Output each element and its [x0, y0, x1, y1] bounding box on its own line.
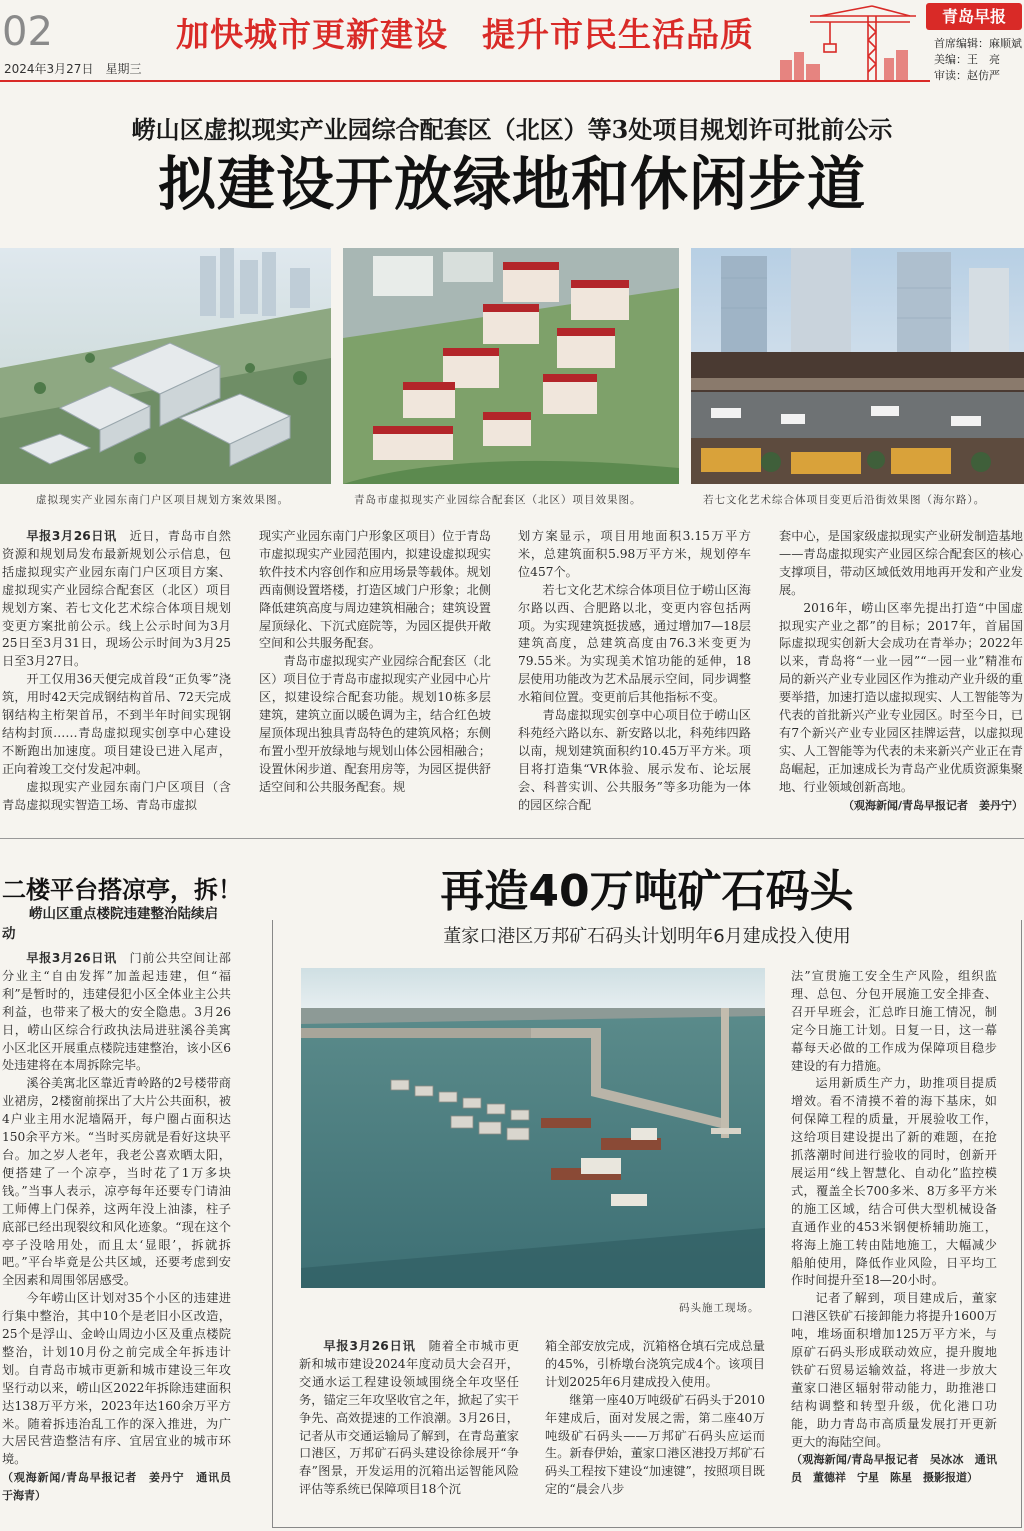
- lead-col1-para-2: 开工仅用36天便完成首段“正负零”浇筑，用时42天完成钢结构首吊、72天完成钢结构主桁架首吊，不到半年时间实现钢结构封顶……青岛虚拟现实创享中心建设不断跑出加速度。项目建设已进入尾声，正向着竣工交付发起冲刺。: [2, 672, 231, 776]
- section-rule: [0, 838, 1024, 839]
- lead-col3-para-1: 划方案显示，项目用地面积3.15万平方米，总建筑面积5.98万平方米，规划停车位457个。: [518, 529, 751, 579]
- lead-col2-para-2: 青岛市虚拟现实产业园综合配套区（北区）项目位于青岛市虚拟现实产业园中心片区，拟建设综合配套功能。规划10栋多层建筑，建筑立面以暖色调为主，结合红色坡屋顶体现出独具青岛特色的建筑风格；东侧布置小型开放绿地与规划山体公园相融合；设置休闲步道、配套用房等，为园区提供舒适空间和公共服务配套。规: [259, 654, 491, 794]
- editor-credits: [934, 36, 1022, 84]
- lead-column-4: [779, 528, 1023, 815]
- port-dateline: 早报3月26日讯: [323, 1339, 416, 1353]
- side-para-2: 溪谷美寓北区靠近青岭路的2号楼带商业裙房，2楼窗前探出了大片公共面积，被4户业主用水泥墙隔开，每户圈占面积达150余平方米。“当时买房就是看好这块平台。加之岁人老年，我老公喜欢晒太阳，便搭建了一个凉亭，当时花了1万多块钱。”当事人表示，凉亭每年还要专门请油工师傅上门保养，这两年没上油漆，柱子底部已经出现裂纹和风化迹象。“现在这个亭子没啥用处，而且太‘显眼’，拆就拆吧。”平台毕竟是公共区域，还要考虑到安全因素和周围邻居感受。: [2, 1076, 231, 1288]
- issue-date: 2024年3月27日 星期三: [4, 62, 142, 76]
- port-col1-para-1: 随着全市城市更新和城市建设2024年度动员大会召开，交通水运工程建设领域围绕全年攻坚任务，锚定三年攻坚收官之年，掀起了实干争先、高效提速的工作浪潮。3月26日，记者从市交通运输局了解到，在青岛董家口港区，万邦矿石码头建设徐徐展开“争春”图景，开发运用的沉箱出运智能风险评估等系统已保障项目18个沉: [299, 1339, 520, 1497]
- lead-byline: （观海新闻/青岛早报记者 姜丹宁）: [842, 798, 1023, 812]
- photo-ruoqi-complex: [691, 248, 1024, 484]
- masthead-rule: [0, 80, 930, 82]
- masthead-slogan: 加快城市更新建设 提升市民生活品质: [176, 15, 754, 54]
- lead-column-2: [259, 528, 491, 797]
- lead-column-1: [2, 528, 231, 815]
- newspaper-logo: 青岛早报: [926, 3, 1022, 30]
- caption-photo-3: 若七文化艺术综合体项目变更后沿街效果图（海尔路）。: [703, 494, 986, 506]
- port-col3-para-3: 记者了解到，项目建成后，董家口港区铁矿石接卸能力将提升1600万吨，堆场面积增加125万平方米，与原矿石码头形成联动效应，提升腹地铁矿石贸易运输效益，将进一步放大董家口港区辐射带动能力，助推港口结构调整和转型升级，优化港口功能，助力青岛市高质量发展打开更新更大的海陆空间。: [791, 1291, 997, 1449]
- lead-col1-para-3: 虚拟现实产业园东南门户区项目（含青岛虚拟现实智造工场、青岛市虚拟: [2, 779, 231, 812]
- photo-complex-north: [343, 248, 679, 484]
- lead-kicker: 崂山区虚拟现实产业园综合配套区（北区）等3处项目规划许可批前公示: [131, 115, 893, 144]
- lead-col3-para-2: 若七文化艺术综合体项目位于崂山区海尔路以西、合肥路以北，变更内容包括两项。为实现建筑挺拔感，通过增加7—18层建筑高度，总建筑高度由76.3米变更为79.55米。为实现美术馆功能的延伸，18层使用功能改为艺术品展示空间，同步调整水箱间位置。变更前后其他指标不变。: [518, 582, 751, 705]
- lead-col1-para-1: 近日，青岛市自然资源和规划局发布最新规划公示信息，包括虚拟现实产业园东南门户区项目方案、虚拟现实产业园综合配套区（北区）项目规划方案、若七文化艺术综合体项目规划变更方案批前公示。线上公示时间为3月25日至3月31日，现场公示时间为3月25日至3月27日。: [2, 529, 231, 669]
- port-col2-para-2: 继第一座40万吨级矿石码头于2010年建成后，面对发展之需，第二座40万吨级矿石码头——万邦矿石码头应运而生。新春伊始，董家口港区港投万邦矿石码头工程按下建设“加速键”，按照项目既定的“晨会八步: [545, 1392, 765, 1497]
- port-col3-para-2: 运用新质生产力，助推项目提质增效。看不清摸不着的海下基床，如何保障工程的质量，开展验收工作，这给项目建设提出了新的难题，在抢抓落潮时间进行验收的同时，创新开展运用“线上智慧化、自动化”监控模式，覆盖全长700多米、8万多平方米的施工区域，结合可供大型机械设备直通作业的453米钢便桥辅助施工，将海上施工转由陆地施工，大幅减少船舶使用，降低作业风险，日平均工作时间提升至18—20小时。: [791, 1076, 997, 1288]
- lead-dateline: 早报3月26日讯: [26, 529, 117, 543]
- crane-icon: [780, 2, 920, 82]
- lead-column-3: [518, 528, 751, 815]
- caption-photo-2: 青岛市虚拟现实产业园综合配套区（北区）项目效果图。: [354, 494, 642, 506]
- side-byline: （观海新闻/青岛早报记者 姜丹宁 通讯员 于海青）: [2, 1471, 242, 1503]
- lead-col2-para-1: 现实产业园东南门户形象区项目）位于青岛市虚拟现实产业园范围内，拟建设虚拟现实软件技术内容创作和应用场景等载体。规划西南侧设置塔楼，打造区域门户形象；北侧降低建筑高度与周边建筑相融合；建筑设置屋顶绿化、下沉式庭院等，为园区提供开敞空间和公共服务配套。: [259, 529, 491, 651]
- lead-col3-para-3: 青岛虚拟现实创享中心项目位于崂山区科苑经六路以东、新安路以北，科苑纬四路以南，规划建筑面积约10.45万平方米。项目将打造集“VR体验、展示发布、论坛展会、科普实训、公共服务”等多功能为一体的园区综合配: [518, 708, 751, 812]
- port-column-1: [299, 1338, 519, 1499]
- caption-photo-1: 虚拟现实产业园东南门户区项目规划方案效果图。: [36, 494, 289, 506]
- port-byline: （观海新闻/青岛早报记者 吴冰冰 通讯员 董德祥 宁星 陈星 摄影报道）: [791, 1453, 997, 1485]
- page-number: 02: [2, 9, 53, 55]
- side-subhead: 崂山区重点楼院违建整治陆续启动: [2, 906, 218, 942]
- art-editor: 美编：王 亮: [934, 53, 1000, 66]
- port-subhead: 董家口港区万邦矿石码头计划明年6月建成投入使用: [443, 926, 851, 947]
- port-column-2: [545, 1338, 765, 1499]
- side-body: [2, 950, 242, 1505]
- caption-port-photo: 码头施工现场。: [679, 1302, 760, 1314]
- port-headline: 再造40万吨矿石码头: [272, 864, 1022, 920]
- side-para-3: 今年崂山区计划对35个小区的违建进行集中整治，其中10个是老旧小区改造，25个是浮山、金岭山周边小区及重点楼院整治，计划10月份之前完成全年拆违计划。自青岛市城市更新和城市建设三年攻坚行动以来，崂山区2022年拆除违建面积达138万平方米，2023年达160余万平方米。随着拆违治乱工作的深入推进，为广大居民营造整洁有序、宜居宜业的城市环境。: [2, 1291, 231, 1467]
- chief-editor: 首席编辑：麻顺斌: [934, 37, 1022, 50]
- side-headline: 二楼平台搭凉亭，拆！: [2, 876, 242, 904]
- lead-col4-para-2: 2016年，崂山区率先提出打造“中国虚拟现实产业之都”的目标；2017年，首届国际虚拟现实创新大会成功在青举办；2022年以来，青岛将“一业一园”“一园一业”精准布局的新兴产业专业园区作为推动产业升级的重要举措，加速打造以虚拟现实、人工智能等为代表的首批新兴产业专业园区。时至今日，已有7个新兴产业专业园区挂牌运营，以虚拟现实、人工智能等为代表的未来新兴产业正在青岛崛起，正加速成长为青岛产业优质资源集聚地、行业领域创新高地。: [779, 600, 1023, 794]
- port-col3-para-1: 法”宣贯施工安全生产风险，组织监理、总包、分包开展施工安全排查、召开早班会，汇总昨日施工情况，制定今日施工计划。日复一日，这一幕幕每天必做的工作成为保障项目稳步建设的有力措施。: [791, 969, 997, 1073]
- proofreader: 审读：赵仿严: [934, 69, 1000, 82]
- side-para-1: 门前公共空间让部分业主“自由发挥”加盖起违建，但“福利”是暂时的，违建侵犯小区全体业主公共利益，也带来了极大的安全隐患。3月26日，崂山区综合行政执法局进驻溪谷美寓小区北区开展重点楼院违建整治，该小区6处违建将在本周拆除完毕。: [2, 951, 231, 1073]
- port-column-3: [791, 968, 997, 1487]
- port-col2-para-1: 箱全部安放完成，沉箱格仓填石完成总量的45%，引桥墩台浇筑完成4个。该项目计划2025年6月建成投入使用。: [545, 1339, 765, 1389]
- photo-port-construction: [301, 968, 765, 1288]
- lead-col4-para-1: 套中心，是国家级虚拟现实产业研发制造基地——青岛虚拟现实产业园区综合配套区的核心支撑项目，带动区域低效用地再开发和产业发展。: [779, 529, 1023, 597]
- lead-headline: 拟建设开放绿地和休闲步道: [157, 150, 866, 218]
- side-dateline: 早报3月26日讯: [26, 951, 117, 965]
- photo-southeast-gateway: [0, 248, 331, 484]
